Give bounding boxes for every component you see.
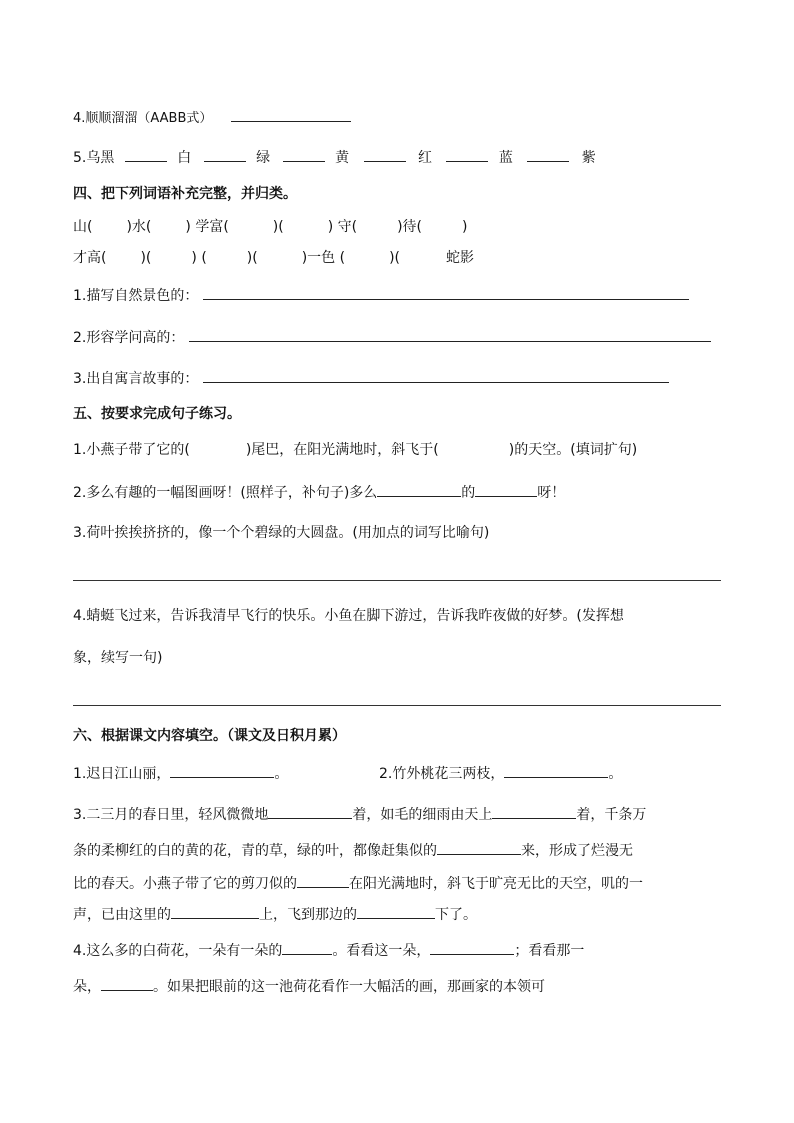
classify-label: 1.描写自然景色的： [73, 288, 199, 304]
idiom-row-1 [73, 217, 468, 237]
classify-fable [73, 368, 669, 389]
answer-blank[interactable] [475, 482, 537, 497]
answer-blank[interactable] [492, 804, 576, 819]
answer-blank[interactable] [204, 147, 246, 162]
passage-text: 来，形成了烂漫无 [521, 843, 633, 859]
answer-blank[interactable] [437, 840, 521, 855]
idiom-row-2 [73, 248, 474, 268]
answer-blank[interactable] [364, 147, 406, 162]
idiom-fragment: )( [272, 219, 284, 235]
answer-blank[interactable] [377, 482, 461, 497]
sentence-text: 的 [461, 485, 476, 501]
classify-label: 2.形容学问高的： [73, 330, 185, 346]
classify-label: 3.出自寓言故事的： [73, 371, 199, 387]
passage-text: ；看看那一 [514, 943, 585, 959]
q3-5-prefix: 5.乌黑 [73, 150, 115, 166]
answer-blank[interactable] [430, 940, 514, 955]
q3-4-line [73, 107, 351, 129]
sentence-q3: 3.荷叶挨挨挤挤的，像一个个碧绿的大圆盘。(用加点的词写比喻句) [73, 525, 490, 541]
idiom-fragment: ) 守( [327, 219, 358, 235]
idiom-fragment: ) ( [191, 250, 207, 266]
q3-4-text: 4.顺顺溜溜（AABB式） [73, 111, 213, 126]
answer-line[interactable] [73, 580, 721, 581]
passage-text: 。看看这一朵， [332, 943, 431, 959]
passage-text: 着，如毛的细雨由天上 [352, 807, 493, 823]
passage-q3-line2 [73, 840, 633, 861]
answer-blank[interactable] [203, 285, 689, 300]
passage-text: 着，千条万 [576, 807, 647, 823]
answer-blank[interactable] [101, 976, 153, 991]
color-word: 蓝 [498, 150, 513, 166]
answer-blank[interactable] [171, 904, 259, 919]
answer-blank[interactable] [504, 763, 608, 778]
passage-text: 4.这么多的白荷花，一朵有一朵的 [73, 943, 283, 959]
idiom-fragment: ) 学富( [185, 219, 229, 235]
color-word: 绿 [256, 150, 271, 166]
passage-text: 下了。 [435, 907, 477, 923]
passage-text: 3.二三月的春日里，轻风微微地 [73, 807, 269, 823]
q3-5-line [73, 147, 596, 168]
answer-blank[interactable] [170, 763, 274, 778]
passage-text: 。如果把眼前的这一池荷花看作一大幅活的画，那画家的本领可 [153, 979, 545, 995]
answer-blank[interactable] [282, 940, 332, 955]
color-word: 黄 [335, 150, 350, 166]
passage-q4-line2 [73, 976, 545, 997]
answer-blank[interactable] [283, 147, 325, 162]
poem-text: 2.竹外桃花三两枝， [379, 766, 505, 782]
idiom-fragment: ) [462, 219, 468, 235]
answer-blank[interactable] [125, 147, 167, 162]
classify-learning [73, 327, 711, 348]
passage-q3-line3 [73, 873, 643, 894]
passage-text: 声，已由这里的 [73, 907, 171, 923]
idiom-fragment: 山( [73, 219, 93, 235]
poem-text: 。 [274, 766, 289, 782]
answer-line[interactable] [73, 705, 721, 706]
passage-q3-line1 [73, 804, 646, 825]
sentence-q4-line2: 象，续写一句) [73, 650, 163, 666]
sentence-text: )的天空。(填词扩句) [508, 442, 638, 458]
poem-text: 。 [608, 766, 623, 782]
idiom-fragment: )( [389, 250, 401, 266]
sentence-q1 [73, 440, 637, 460]
passage-text: 朵， [73, 979, 101, 995]
color-word: 紫 [581, 150, 596, 166]
answer-blank[interactable] [527, 147, 569, 162]
answer-blank[interactable] [203, 368, 669, 383]
passage-text: 上，飞到那边的 [259, 907, 357, 923]
answer-blank[interactable] [297, 873, 349, 888]
idiom-fragment: )( [140, 250, 152, 266]
passage-q3-line4 [73, 904, 477, 925]
color-word: 白 [177, 150, 192, 166]
passage-text: 比的春天。小燕子带了它的剪刀似的 [73, 876, 297, 892]
idiom-fragment: )水( [126, 219, 152, 235]
section-5-heading: 五、按要求完成句子练习。 [73, 406, 241, 422]
answer-blank[interactable] [268, 804, 352, 819]
section-4-heading: 四、把下列词语补充完整，并归类。 [73, 186, 297, 202]
sentence-text: 2.多么有趣的一幅图画呀！(照样子，补句子)多么 [73, 485, 378, 501]
idiom-fragment: )一色 ( [301, 250, 346, 266]
section-6-heading: 六、根据课文内容填空。（课文及日积月累） [73, 728, 346, 744]
sentence-q2 [73, 482, 565, 503]
answer-blank[interactable] [446, 147, 488, 162]
passage-q4-line1 [73, 940, 584, 961]
passage-text: 条的柔柳红的白的黄的花，青的草，绿的叶，都像赶集似的 [73, 843, 437, 859]
idiom-fragment: 蛇影 [446, 250, 475, 266]
idiom-fragment: )( [246, 250, 258, 266]
idiom-fragment: 才高( [73, 250, 107, 266]
classify-scenery [73, 285, 689, 306]
sentence-q4-line1: 4.蜻蜓飞过来，告诉我清早飞行的快乐。小鱼在脚下游过，告诉我昨夜做的好梦。(发挥想 [73, 608, 624, 624]
passage-text: 在阳光满地时，斜飞于旷亮无比的天空，叽的一 [349, 876, 643, 892]
sentence-text: )尾巴，在阳光满地时，斜飞于( [245, 442, 439, 458]
poem-q1 [73, 763, 288, 784]
poem-text: 1.迟日江山丽， [73, 766, 171, 782]
idiom-fragment: )待( [397, 219, 423, 235]
answer-blank[interactable] [231, 107, 351, 122]
color-word: 红 [417, 150, 432, 166]
poem-q2 [379, 763, 622, 784]
answer-blank[interactable] [357, 904, 435, 919]
sentence-text: 呀！ [537, 485, 566, 501]
sentence-text: 1.小燕子带了它的( [73, 442, 190, 458]
answer-blank[interactable] [189, 327, 711, 342]
